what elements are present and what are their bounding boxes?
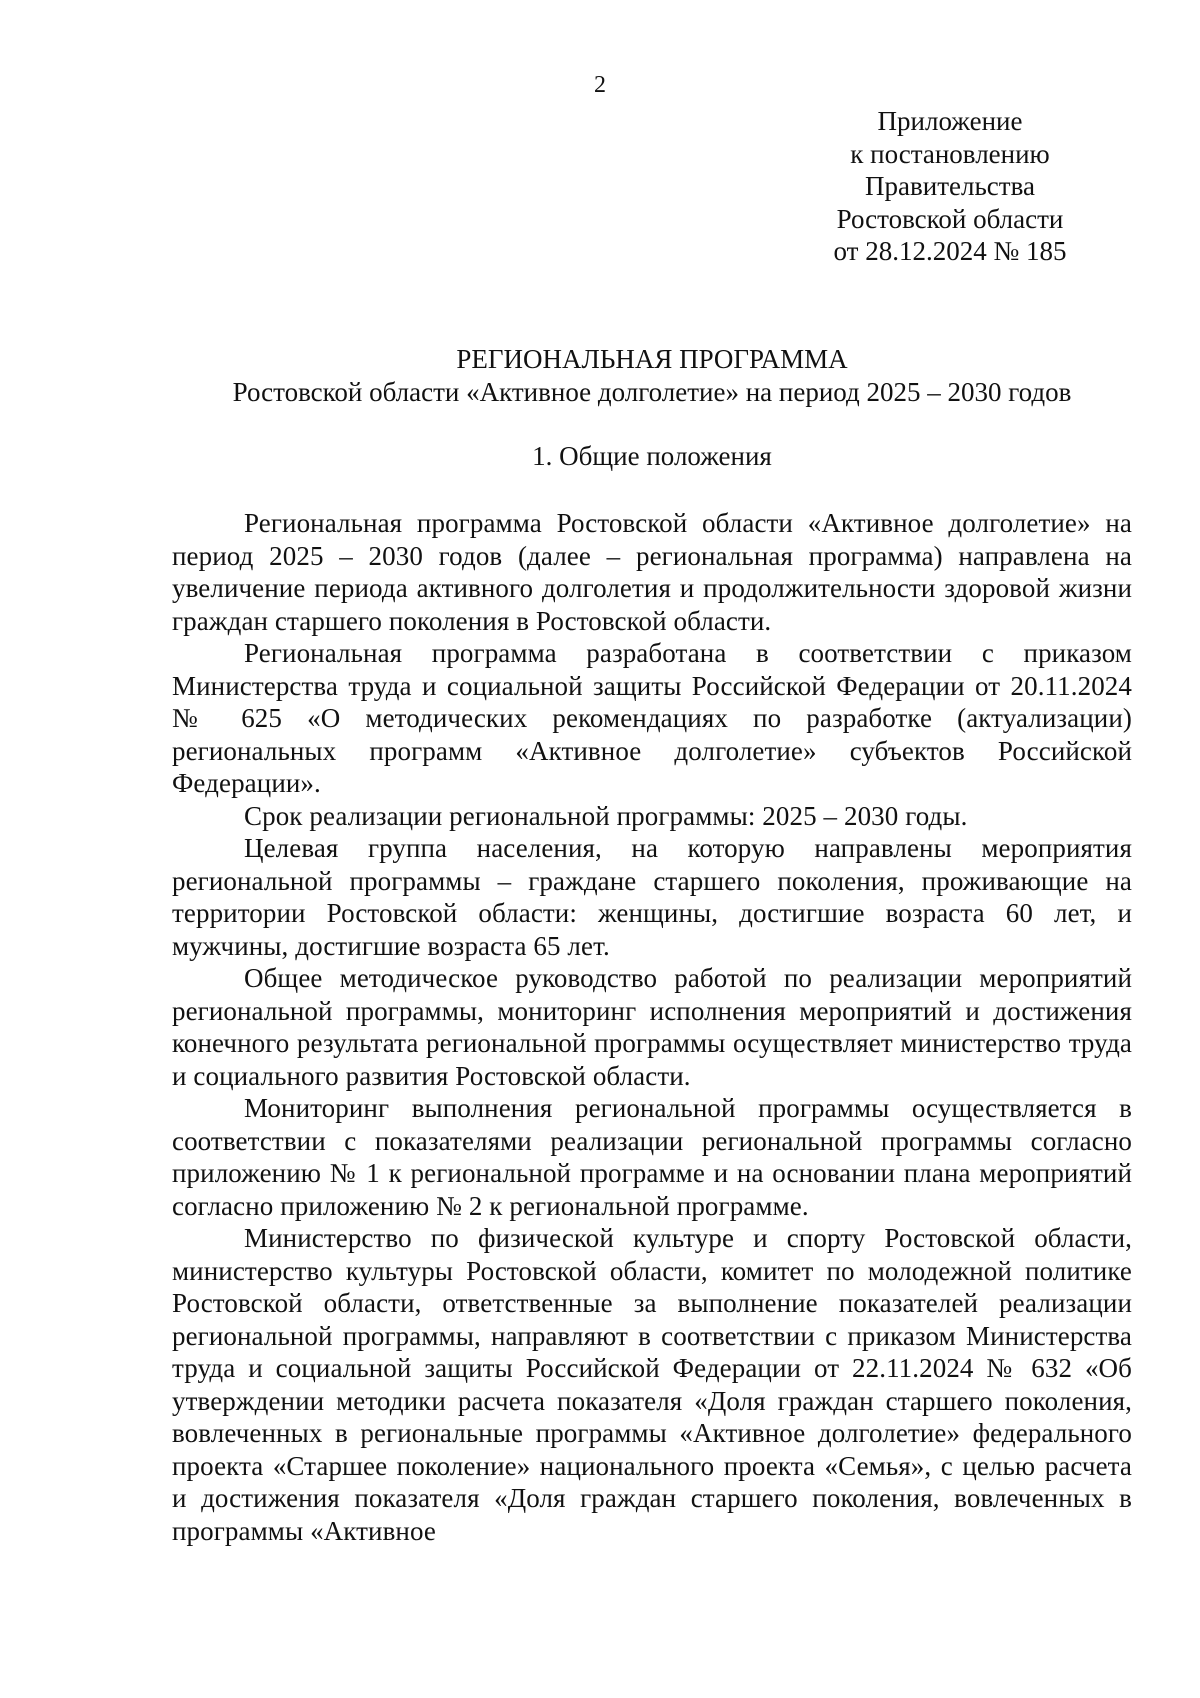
appendix-stamp — [750, 105, 1150, 268]
paragraph: Региональная программа разработана в соответствии с приказом Министерства труда и социальной защиты Российской Федерации от 20.11.2024 № 625 «О методических рекомендациях по разработке (актуализации) региональных программ «Активное долголетие» субъектов Российской Федерации». — [172, 638, 1132, 798]
title-heading: РЕГИОНАЛЬНАЯ ПРОГРАММА — [456, 344, 848, 374]
paragraph: Целевая группа населения, на которую направлены мероприятия региональной программы – граждане старшего поколения, проживающие на территории Ростовской области: женщины, достигшие возраста 60 лет, и мужчины, достигшие возраста 65 лет. — [172, 833, 1132, 961]
body-text — [172, 507, 1132, 1547]
paragraph: Региональная программа Ростовской области «Активное долголетие» на период 2025 – 2030 годов (далее – региональная программа) направлена на увеличение периода активного долголетия и продолжительности здоровой жизни граждан старшего поколения в Ростовской области. — [172, 508, 1132, 636]
paragraph: Мониторинг выполнения региональной программы осуществляется в соответствии с показателями реализации региональной программы согласно приложению № 1 к региональной программе и на основании плана мероприятий согласно приложению № 2 к региональной программе. — [172, 1093, 1132, 1221]
appendix-line: Правительства — [865, 171, 1035, 201]
page-number: 2 — [594, 72, 606, 98]
appendix-line: к постановлению — [850, 138, 1050, 169]
appendix-line: от 28.12.2024 № 185 — [833, 236, 1067, 266]
section-heading: 1. Общие положения — [532, 441, 772, 471]
title-subheading: Ростовской области «Активное долголетие» на период 2025 – 2030 годов — [232, 376, 1072, 407]
appendix-line: Приложение — [877, 106, 1023, 136]
paragraph: Срок реализации региональной программы: 2025 – 2030 годы. — [244, 800, 968, 831]
document-title — [172, 343, 1132, 408]
paragraph: Общее методическое руководство работой по реализации мероприятий региональной программы, мониторинг исполнения мероприятий и достижения конечного результата региональной программы осуществляет министерство труда и социального развития Ростовской области. — [172, 963, 1132, 1091]
paragraph: Министерство по физической культуре и спорту Ростовской области, министерство культуры Ростовской области, комитет по молодежной политике Ростовской области, ответственные за выполнение показателей реализации региональной программы, направляют в соответствии с приказом Министерства труда и социальной защиты Российской Федерации от 22.11.2024 № 632 «Об утверждении методики расчета показателя «Доля граждан старшего поколения, вовлеченных в региональные программы «Активное долголетие» федерального проекта «Старшее поколение» национального проекта «Семья», с целью расчета и достижения показателя «Доля граждан старшего поколения, вовлеченных в программы «Активное — [172, 1223, 1132, 1546]
appendix-line: Ростовской области — [836, 203, 1064, 234]
